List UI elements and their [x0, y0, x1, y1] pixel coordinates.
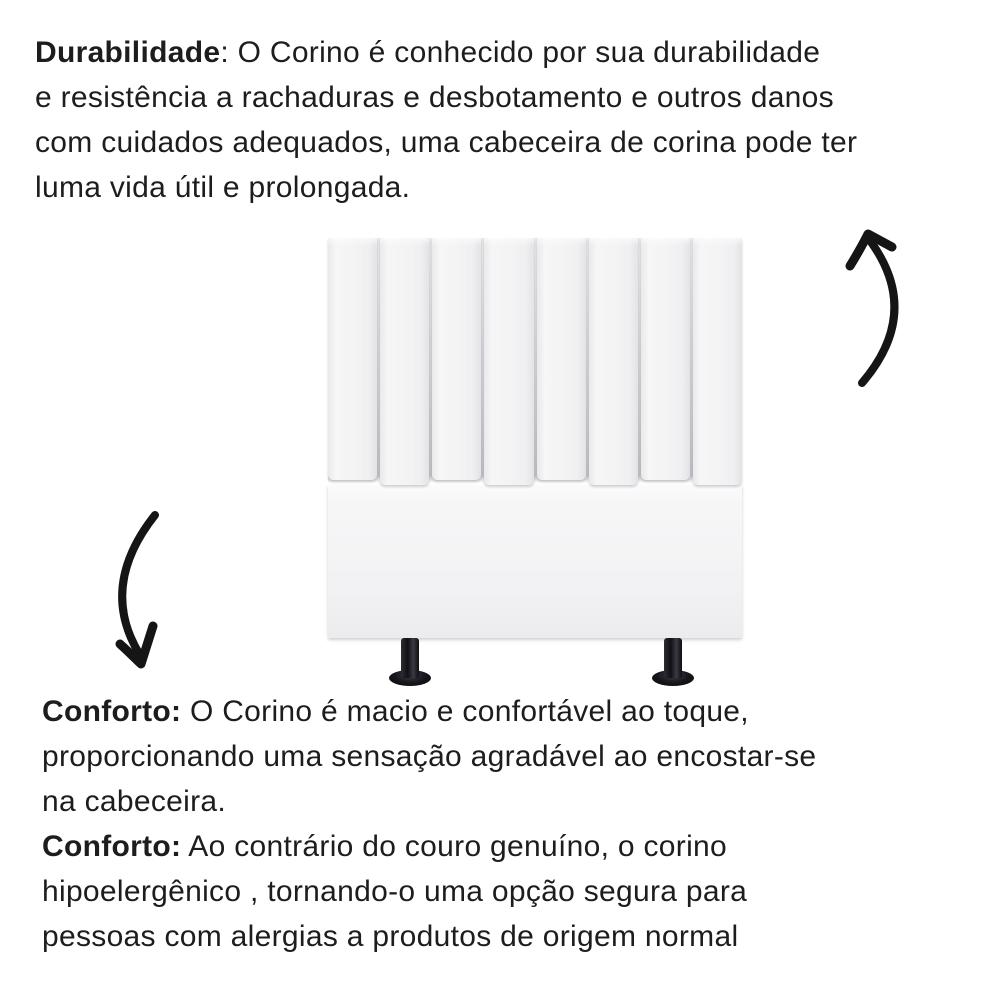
durability-label: Durabilidade [35, 36, 221, 69]
comfort-paragraphs [42, 689, 816, 959]
curved-arrow-down-icon [95, 505, 175, 677]
headboard-panel [328, 238, 377, 480]
headboard-panel [641, 238, 690, 480]
headboard-foot-right [664, 638, 682, 678]
text-line: proporcionando uma sensação agradável ao encostar-se [42, 740, 817, 773]
text-line: hipoelergênico , tornando-o uma opção segura para [42, 875, 748, 908]
headboard-panels [328, 238, 742, 483]
headboard-base-panel [328, 485, 742, 638]
headboard-panel [432, 238, 481, 480]
comfort-label-2: Conforto: [42, 830, 182, 863]
text-line: Conforto: Ao contrário do couro genuíno, o corino [42, 830, 727, 863]
headboard-panel [380, 238, 429, 485]
curved-arrow-up-icon [835, 218, 915, 390]
text-line: pessoas com alergias a produtos de origem normal [42, 920, 739, 953]
text-line: com cuidados adequados, uma cabeceira de corina pode ter [35, 126, 858, 159]
comfort-label-1: Conforto: [42, 695, 182, 728]
headboard-foot-left [401, 638, 419, 678]
text-line: e resistência a rachaduras e desbotamento e outros danos [35, 81, 834, 114]
text-line: Conforto: O Corino é macio e confortável ao toque, [42, 695, 749, 728]
headboard-panel [484, 238, 533, 485]
product-photo-headboard [328, 238, 742, 690]
headboard-panel [589, 238, 638, 485]
text-line: Durabilidade: O Corino é conhecido por sua durabilidade [35, 36, 821, 69]
durability-paragraph [35, 30, 857, 210]
headboard-panel [693, 238, 742, 485]
headboard-panel [537, 238, 586, 480]
text-line: luma vida útil e prolongada. [35, 171, 411, 204]
text-line: na cabeceira. [42, 785, 227, 818]
